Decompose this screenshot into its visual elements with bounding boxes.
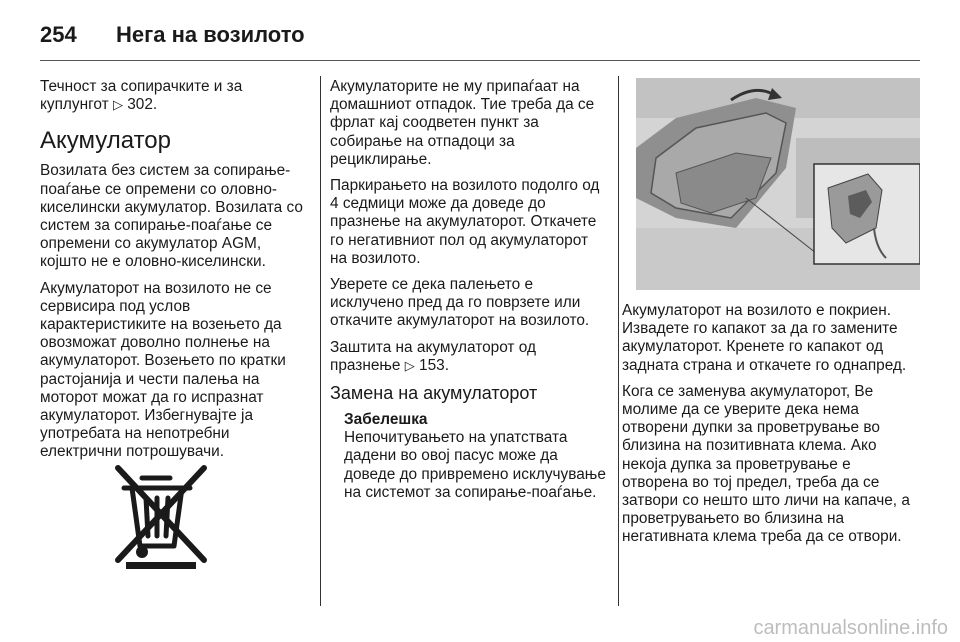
discharge-page-ref[interactable]: 153. [419, 356, 449, 374]
page-header [40, 14, 920, 58]
discharge-protection-paragraph [330, 339, 608, 375]
column-divider-left [320, 76, 321, 606]
cover-removal-paragraph: Акумулаторот на возилото е покриен. Извадете го капакот за да го замените акумулаторот. Кренете го капакот од задната страна и откачете го однапред. [622, 302, 907, 374]
parking-paragraph: Паркирањето на возилото подолго од 4 седмици може да доведе до празнење на акумулаторот. Откачете го негативниот пол од акумулаторот на возилото. [330, 177, 600, 267]
ignition-paragraph: Уверете се дека палењето е исклучено пред да го поврзете или откачите акумулаторот на возилото. [330, 276, 590, 330]
crossed-out-wheelie-bin-icon [112, 462, 212, 570]
header-divider [40, 60, 920, 61]
chapter-title: Нега на возилото [116, 22, 305, 47]
reference-arrow-icon: ▷ [112, 97, 123, 113]
intro-page-ref[interactable]: 302. [127, 96, 158, 114]
note-text: Непочитувањето на упатствата дадени во овој пасус може да доведе до привремено исклучување на системот за сопирање-поаѓање. [344, 429, 606, 501]
intro-text: Течност за сопирачките и за куплунгот [40, 78, 243, 114]
battery-paragraph-2: Акумулаторот на возилото не се сервисира под услов карактеристиките на возењето да овозможат доволно полнење на акумулаторот. Возењето по кратки растојанија и чести палења на моторот можат да го испразнат акумулаторот. Избегнувајте ја употребата на непотребни електрични потрошувачи. [40, 279, 286, 461]
column-2 [330, 78, 608, 502]
discharge-protection-text: Заштита на акумулаторот од празнење [330, 338, 536, 374]
section-heading-battery: Акумулатор [40, 127, 171, 155]
column-divider-right [618, 76, 619, 606]
battery-cover-illustration [636, 78, 920, 290]
vent-holes-paragraph: Кога се заменува акумулаторот, Ве молиме да се уверите дека нема отворени дупки за проветрување во близина на позитивната клема. Ако некоја дупка за проветрување е отворена во тој предел, треба да се затвори со нешто што личи на капаче, а проветрувањето во близина на негативната клема треба да се отвори. [622, 382, 910, 546]
intro-paragraph [40, 78, 310, 114]
page-number: 254 [40, 22, 77, 47]
battery-paragraph-1: Возилата без систем за сопирање-поаѓање се опремени со оловно-киселински акумулатор. Возилата со систем за сопирање-поаѓање се опремени со акумулатор AGM, којшто не е оловно-киселински. [40, 162, 303, 271]
watermark: carmanualsonline.info [753, 617, 948, 639]
disposal-paragraph: Акумулаторите не му припаѓаат на домашниот отпадок. Тие треба да се фрлат кај соодветен пункт за собирање на отпадоци за рециклирање. [330, 78, 595, 168]
note-title: Забелешка [344, 411, 428, 429]
note-box [344, 411, 608, 502]
reference-arrow-icon: ▷ [404, 357, 415, 373]
column-3 [622, 302, 920, 555]
section-heading-battery-replacement: Замена на акумулаторот [330, 383, 538, 404]
column-1 [40, 78, 310, 470]
